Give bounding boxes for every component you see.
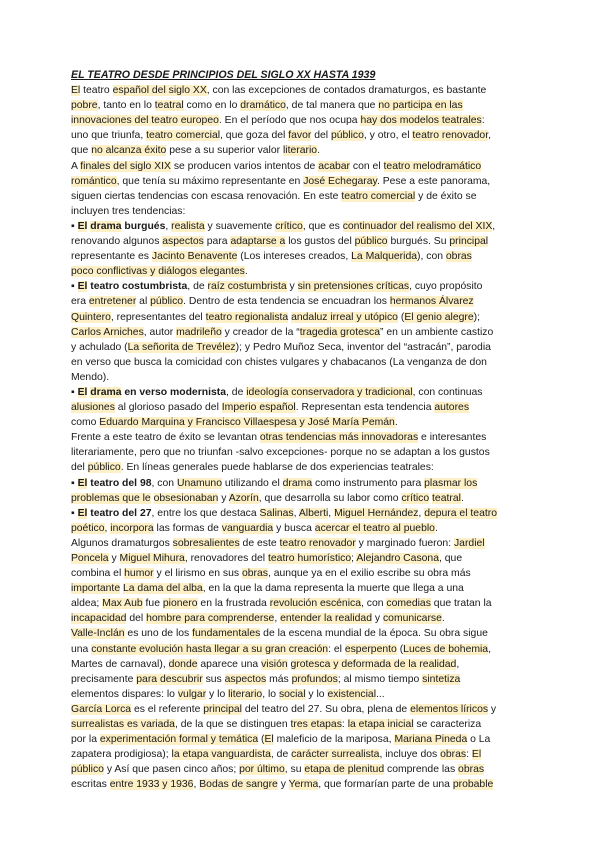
text-line: Frente a este teatro de éxito se levantan otras tendencias más innovadoras e interesantes (71, 432, 487, 444)
text-line: del público. En líneas generales puede hablarse de dos experiencias teatrales: (71, 462, 434, 474)
text-line: incapacidad del hombre para comprenderse, entender la realidad y comunicarse. (71, 613, 445, 625)
text-line: ▪ El teatro del 27, entre los que destaca Salinas, Alberti, Miguel Hernández, depura el teatro (71, 507, 497, 519)
text-line: Mendo). (71, 371, 110, 383)
text-line: zapatera prodigiosa); la etapa vanguardista, de carácter surrealista, incluye dos obras: El (71, 749, 482, 761)
text-line: Valle-Inclán es uno de los fundamentales de la escena mundial de la época. Su obra sigue (71, 628, 488, 640)
text-line: El teatro español del siglo XX, con las excepciones de contados dramaturgos, es bastante (71, 85, 487, 97)
text-line: una constante evolución hasta llegar a su gran creación: el esperpento (Luces de bohemia, (71, 643, 491, 655)
document-title: EL TEATRO DESDE PRINCIPIOS DEL SIGLO XX HASTA 1939 (71, 69, 376, 81)
text-line: poco conflictivas y diálogos elegantes. (71, 266, 248, 278)
text-line: surrealistas es variada, de la que se distinguen tres etapas: la etapa inicial se caracteriza (71, 719, 482, 731)
text-line: ▪ El teatro costumbrista, de raíz costumbrista y sin pretensiones críticas, cuyo propósito (71, 281, 483, 293)
text-line: aldea; Max Aub fue pionero en la frustrada revolución escénica, con comedias que tratan la (71, 598, 492, 610)
text-line: Martes de carnaval), donde aparece una visión grotesca y deformada de la realidad, (71, 658, 460, 670)
text-line: ▪ El teatro del 98, con Unamuno utilizando el drama como instrumento para plasmar los (71, 477, 478, 489)
document-page (71, 68, 531, 793)
text-line: romántico, que tenía su máximo representante en José Echegaray. Pese a este panorama, (71, 175, 491, 187)
text-line: era entretener al público. Dentro de esta tendencia se encuadran los hermanos Álvarez (71, 296, 474, 308)
text-line: que no alcanza éxito pese a su superior valor literario. (71, 145, 320, 157)
text-line: en verso que busca la comicidad con chistes vulgares y chabacanos (La venganza de don (71, 356, 487, 368)
text-line: como Eduardo Marquina y Francisco Villaespesa y José María Pemán. (71, 417, 398, 429)
text-line: Poncela y Miguel Mihura, renovadores del teatro humorístico; Alejandro Casona, que (71, 553, 463, 564)
text-line: escritas entre 1933 y 1936, Bodas de sangre y Yerma, que formarían parte de una probable (71, 779, 494, 791)
text-line: Algunos dramaturgos sobresalientes de este teatro renovador y marginado fueron: Jardiel (71, 537, 485, 549)
text-line: siguen ciertas tendencias con escasa renovación. En este teatro comercial y de éxito se (71, 190, 477, 202)
text-line: combina el humor y el lirismo en sus obras, aunque ya en el exilio escribe su obra más (71, 568, 471, 580)
text-line: ▪ El drama en verso modernista, de ideología conservadora y tradicional, con continuas (71, 386, 483, 398)
text-line: por la experimentación formal y temática (El maleficio de la mariposa, Mariana Pineda o La (71, 734, 491, 746)
text-line: y achulado (La señorita de Trevélez); y Pedro Muñoz Seca, inventor del “astracán”, parodia (71, 341, 491, 353)
document-body (71, 83, 531, 792)
text-line: Carlos Arniches, autor madrileño y creador de la “tragedia grotesca” en un ambiente castizo (71, 326, 494, 338)
text-line: pobre, tanto en lo teatral como en lo dramático, de tal manera que no participa en las (71, 100, 463, 112)
text-line: innovaciones del teatro europeo. En el período que nos ocupa hay dos modelos teatrales: (71, 115, 485, 127)
text-line: elementos dispares: lo vulgar y lo literario, lo social y lo existencial... (71, 688, 385, 700)
text-line: renovando algunos aspectos para adaptarse a los gustos del público burgués. Su principal (71, 236, 489, 248)
text-line: importante La dama del alba, en la que la dama representa la muerte que llega a una (71, 583, 464, 595)
text-line: García Lorca es el referente principal del teatro del 27. Su obra, plena de elementos líricos y (71, 703, 497, 715)
text-line: poético, incorpora las formas de vanguardia y busca acercar el teatro al pueblo. (71, 522, 438, 534)
text-line: representante es Jacinto Benavente (Los intereses creados, La Malquerida), con obras (71, 251, 472, 263)
text-line: incluyen tres tendencias: (71, 205, 186, 217)
text-line: público y Así que pasen cinco años; por último, su etapa de plenitud comprende las obras (71, 764, 485, 776)
text-line: problemas que le obsesionaban y Azorín, que desarrolla su labor como crítico teatral. (71, 492, 464, 504)
text-line: uno que triunfa, teatro comercial, que goza del favor del público, y otro, el teatro renovador, (71, 130, 491, 142)
text-line: precisamente para descubrir sus aspectos más profundos; al mismo tiempo sintetiza (71, 673, 461, 685)
text-line: literariamente, pero que no triunfan -salvo excepciones- porque no se adaptan a los gustos (71, 447, 490, 459)
text-line: alusiones al glorioso pasado del Imperio español. Representan esta tendencia autores (71, 402, 470, 414)
text-line: ▪ El drama burgués, realista y suavemente crítico, que es continuador del realismo del XIX, (71, 220, 496, 232)
text-line: A finales del siglo XIX se producen varios intentos de acabar con el teatro melodramático (71, 160, 482, 172)
text-line: Quintero, representantes del teatro regionalista andaluz irreal y utópico (El genio alegre); (71, 311, 480, 323)
